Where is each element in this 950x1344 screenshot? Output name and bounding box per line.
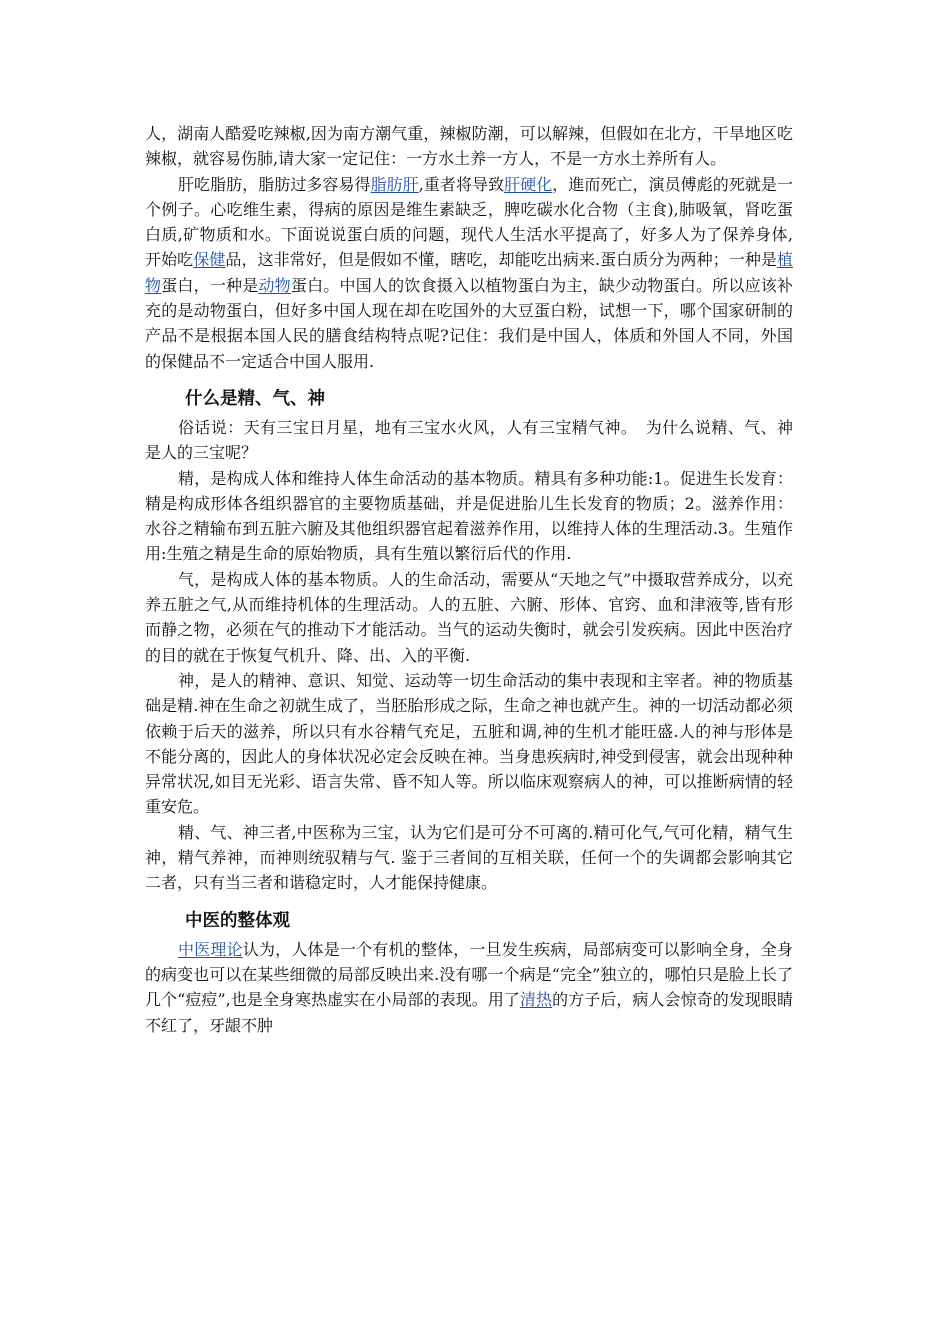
paragraph-local-climate: 人，湖南人酷爱吃辣椒,因为南方潮气重，辣椒防潮，可以解辣，但假如在北方，干旱地区吃辣椒，就容易伤肺,请大家一定记住：一方水土养一方人，不是一方水土养所有人。 [145,124,793,169]
link-clear-heat[interactable]: 清热 [519,990,553,1010]
text-run: 蛋白，一种是 [161,275,259,295]
link-fatty-liver[interactable]: 脂肪肝 [370,174,419,194]
link-health-care[interactable]: 保健 [193,250,226,270]
paragraph-three-treasures: 俗话说：天有三宝日月星，地有三宝水火风，人有三宝精气神。 为什么说精、气、神是人的三宝呢？ [145,417,793,463]
link-animal[interactable]: 动物 [258,275,291,295]
paragraph-jing: 精，是构成人体和维持人体生命活动的基本物质。精具有多种功能:1。促进生长发育：精是构成形体各组织器官的主要物质基础，并是促进胎儿生长发育的物质；2。滋养作用：水谷之精输布到五脏六腑及其他组织器官起着滋养作用，以维持人体的生理活动.3。生殖作用:生殖之精是生命的原始物质，具有生殖以繁衍后代的作用. [145,468,793,564]
section-heading-jing-qi-shen: 什么是精、气、神 [185,388,325,409]
text-run: ，進而死亡，演员傅彪的死就是一个例子。心吃维生素，得病的原因是维生素缺乏，脾吃碳水化合物（主食),肺吸氧，肾吃蛋白质,矿物质和水。下面说说蛋白质的问题，现代人生活水平提高了，好多人为了保养身体,开始吃 [145,174,793,270]
paragraph-holistic [145,937,793,1038]
paragraph-shen: 神，是人的精神、意识、知觉、运动等一切生命活动的集中表现和主宰者。神的物质基础是精.神在生命之初就生成了，当胚胎形成之际，生命之神也就产生。神的一切活动都必须依赖于后天的滋养，所以只有水谷精气充足，五脏和调,神的生机才能旺盛.人的神与形体是不能分离的，因此人的身体状况必定会反映在神。当身患疾病时,神受到侵害，就会出现种种异常状况,如目无光彩、语言失常、昏不知人等。所以临床观察病人的神，可以推断病情的轻重安危。 [145,670,793,817]
section-heading-holistic-view: 中医的整体观 [185,910,290,931]
paragraph-qi: 气，是构成人体的基本物质。人的生命活动，需要从“天地之气”中摄取营养成分，以充养五脏之气,从而维持机体的生理活动。人的五脏、六腑、形体、官窍、血和津液等,皆有形而静之物，必须在气的推动下才能活动。当气的运动失衡时，就会引发疾病。因此中医治疗的目的就在于恢复气机升、降、出、入的平衡. [145,569,793,665]
link-cirrhosis[interactable]: 肝硬化 [504,174,553,194]
text-run: 认为，人体是一个有机的整体，一旦发生疾病，局部病变可以影响全身，全身的病变也可以在某些细微的局部反映出来.没有哪一个病是“完全”独立的，哪怕只是脸上长了几个“痘痘”,也是全身寒热虚实在小局部的表现。用了 [145,939,793,1010]
spacer [145,374,793,387]
link-plant[interactable]: 植物 [145,250,793,295]
text-run: 蛋白。中国人的饮食摄入以植物蛋白为主，缺少动物蛋白。所以应该补充的是动物蛋白，但好多中国人现在却在吃国外的大豆蛋白粉，试想一下，哪个国家研制的产品不是根据本国人民的膳食结构特点呢?记住：我们是中国人，体质和外国人不同，外国的保健品不一定适合中国人服用. [145,275,793,371]
link-tcm-theory[interactable]: 中医理论 [178,939,243,959]
text-run: 品，这非常好，但是假如不懂，瞎吃，却能吃出病来.蛋白质分为两种；一种是 [225,250,777,270]
text-run: 肝吃脂肪，脂肪过多容易得 [178,174,371,194]
paragraph-organ-nutrition [145,172,793,374]
text-run: ,重者将导致 [418,174,505,194]
document-content [145,121,793,1038]
paragraph-three-combined: 精、气、神三者,中医称为三宝，认为它们是可分不可离的.精可化气,气可化精，精气生神，精气养神，而神则统驭精与气. 鉴于三者间的互相关联，任何一个的失调都会影响其它二者，只有当三者和谐稳定时，人才能保持健康。 [145,822,793,893]
spacer [145,896,793,909]
text-run: 的方子后，病人会惊奇的发现眼睛不红了，牙龈不肿 [145,990,793,1035]
